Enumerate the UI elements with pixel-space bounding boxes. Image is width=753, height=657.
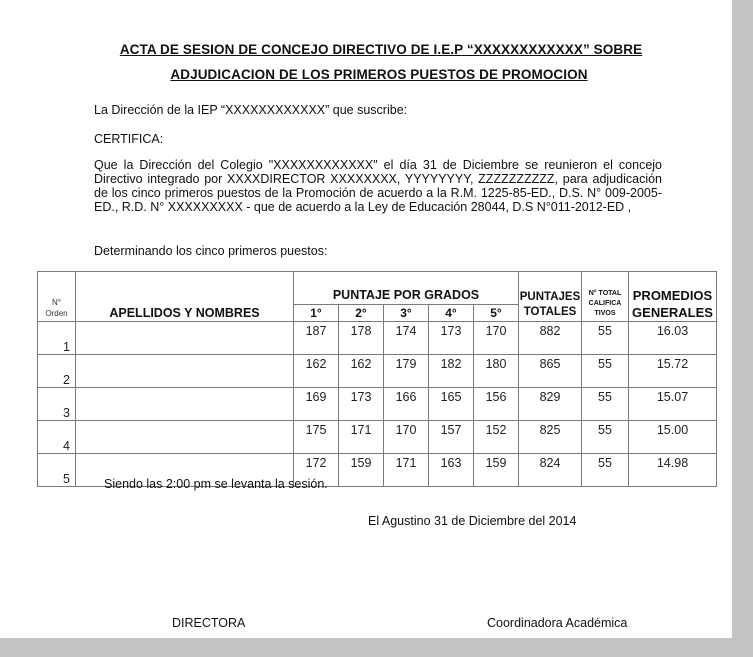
cell-orden: 1 [38,322,76,355]
cell-calif: 55 [582,454,629,487]
cell-promedio: 15.07 [629,388,717,421]
header-grade-1: 1° [294,305,339,322]
title-line-1: ACTA DE SESION DE CONCEJO DIRECTIVO DE I.E.P “XXXXXXXXXXXX” SOBRE [119,42,643,57]
cell-grade-4: 165 [429,388,474,421]
table-row [38,421,717,454]
header-prom-line2: GENERALES [632,305,713,320]
determinando-text: Determinando los cinco primeros puestos: [94,244,328,258]
cell-total: 825 [519,421,582,454]
header-calificativos [582,272,629,322]
cell-grade-5: 180 [474,355,519,388]
header-nombres: APELLIDOS Y NOMBRES [76,272,294,322]
body-paragraph: Que la Dirección del Colegio "XXXXXXXXXXXX" el día 31 de Diciembre se reunieron el concejo Directivo integrado por XXXXDIRECTOR XXXXXXXX, YYYYYYYY, ZZZZZZZZZZ, para adjudicación de los cinco primeros puestos de la Promoción de acuerdo a la R.M. 1225-85-ED., D.S. N° 009-2005-ED., R.D. N° XXXXXXXXX - que de acuerdo a la Ley de Educación 28044, D.S N°011-2012-ED , [94,158,662,214]
header-grade-4: 4° [429,305,474,322]
cell-grade-1: 172 [294,454,339,487]
cell-grade-2: 173 [339,388,384,421]
header-totales [519,272,582,322]
cell-grade-5: 159 [474,454,519,487]
cell-grade-1: 169 [294,388,339,421]
header-grados: PUNTAJE POR GRADOS [294,272,519,305]
cell-grade-5: 152 [474,421,519,454]
header-totales-line1: PUNTAJES [519,291,581,303]
cell-calif: 55 [582,421,629,454]
cell-promedio: 16.03 [629,322,717,355]
cell-grade-1: 175 [294,421,339,454]
cell-grade-4: 157 [429,421,474,454]
place-date: El Agustino 31 de Diciembre del 2014 [368,514,577,528]
cell-grade-2: 178 [339,322,384,355]
cell-total: 824 [519,454,582,487]
table-row [38,322,717,355]
results-table [37,271,717,487]
header-grade-5: 5° [474,305,519,322]
cell-grade-2: 159 [339,454,384,487]
closing-text: Siendo las 2:00 pm se levanta la sesión. [104,477,328,491]
cell-orden: 3 [38,388,76,421]
cell-orden: 2 [38,355,76,388]
cell-nombre [76,355,294,388]
cell-calif: 55 [582,322,629,355]
signature-directora: DIRECTORA [172,616,246,630]
cell-nombre [76,421,294,454]
cell-promedio: 15.72 [629,355,717,388]
table-row [38,388,717,421]
header-promedios [629,272,717,322]
header-calif-line3: TIVOS [594,310,616,317]
cell-grade-4: 173 [429,322,474,355]
cell-grade-3: 179 [384,355,429,388]
header-orden-line2: Orden [45,309,68,318]
cell-grade-5: 156 [474,388,519,421]
header-calif-line2: CALIFICA [588,300,622,307]
header-calif-line1: N° TOTAL [588,290,622,297]
cell-orden: 5 [38,454,76,487]
cell-calif: 55 [582,388,629,421]
signature-coordinadora: Coordinadora Académica [487,616,628,630]
header-orden-line1: N° [52,298,61,307]
cell-calif: 55 [582,355,629,388]
title-line-2: ADJUDICACION DE LOS PRIMEROS PUESTOS DE PROMOCION [170,67,588,82]
cell-grade-4: 182 [429,355,474,388]
header-grade-3: 3° [384,305,429,322]
table-header-row [38,272,717,305]
cell-grade-5: 170 [474,322,519,355]
cell-grade-3: 166 [384,388,429,421]
cell-nombre [76,388,294,421]
header-orden [38,272,76,322]
header-grade-2: 2° [339,305,384,322]
header-totales-line2: TOTALES [523,306,577,318]
cell-grade-3: 170 [384,421,429,454]
cell-total: 882 [519,322,582,355]
cell-grade-2: 162 [339,355,384,388]
cell-total: 865 [519,355,582,388]
table-row [38,355,717,388]
cell-total: 829 [519,388,582,421]
cell-grade-2: 171 [339,421,384,454]
header-prom-line1: PROMEDIOS [632,288,713,303]
cell-promedio: 14.98 [629,454,717,487]
cell-grade-1: 162 [294,355,339,388]
cell-grade-1: 187 [294,322,339,355]
intro-text: La Dirección de la IEP “XXXXXXXXXXXX” que suscribe: [94,103,408,117]
cell-orden: 4 [38,421,76,454]
cell-promedio: 15.00 [629,421,717,454]
cell-grade-3: 171 [384,454,429,487]
cell-grade-4: 163 [429,454,474,487]
cell-grade-3: 174 [384,322,429,355]
certifica-heading: CERTIFICA: [94,132,164,146]
cell-nombre [76,322,294,355]
